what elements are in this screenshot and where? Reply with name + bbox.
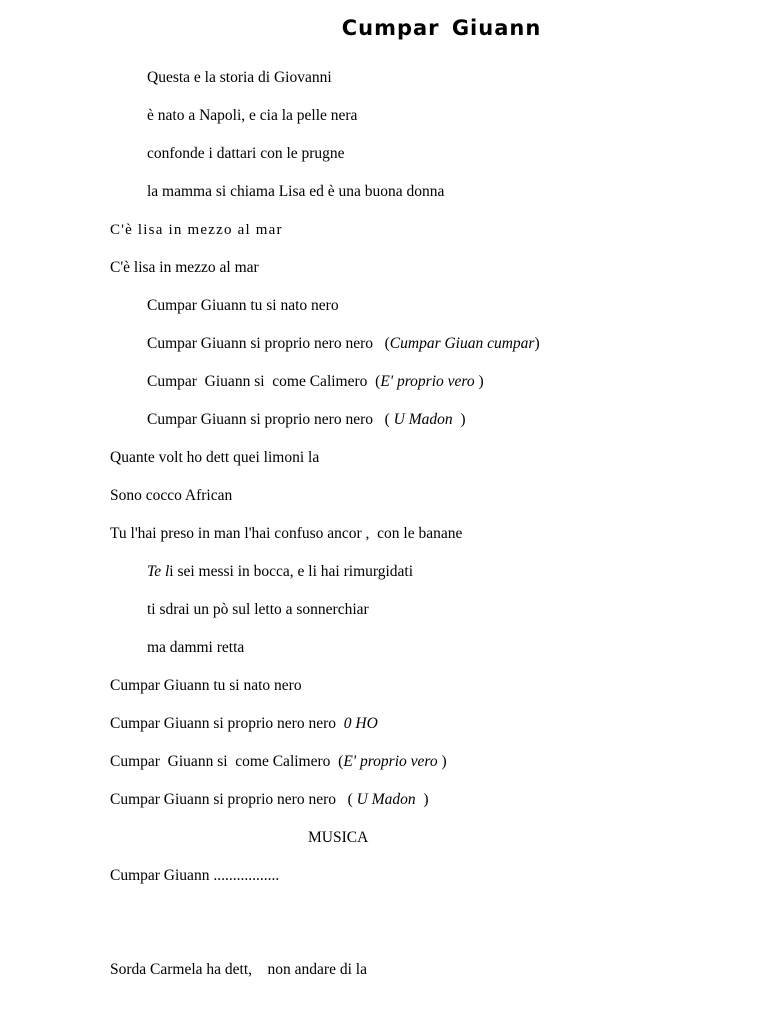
lyric-aside: U Madon [356,791,416,808]
lyric-text: ) [437,753,447,770]
lyric-line: Sorda Carmela ha dett, non andare di la [110,961,367,978]
lyric-line: è nato a Napoli, e cia la pelle nera [147,107,358,124]
lyric-line [110,752,447,772]
lyric-line: Quante volt ho dett quei limoni la [110,449,320,466]
lyric-line: ti sdrai un pò sul letto a sonnerchiar [147,601,369,618]
lyric-line [110,790,429,810]
section-label: MUSICA [308,829,369,846]
lyric-aside: E' proprio vero [380,373,475,390]
lyric-line: Cumpar Giuann tu si nato nero [110,677,302,694]
lyric-line: C'è lisa in mezzo al mar [110,259,259,276]
lyric-text: Cumpar Giuann si come Calimero ( [147,373,381,390]
lyric-text: i sei messi in bocca, e li hai rimurgidati [169,563,414,580]
lyric-text: ) [415,791,429,808]
lyric-line [147,372,484,392]
lyric-line [147,562,413,582]
lyric-line: Cumpar Giuann ................. [110,867,280,884]
lyric-aside: Cumpar Giuan cumpar [389,335,535,352]
lyric-line: C'è lisa in mezzo al mar [110,222,283,238]
lyric-line: la mamma si chiama Lisa ed è una buona donna [147,183,445,200]
lyric-text: Cumpar Giuann si proprio nero nero ( [147,411,394,428]
lyric-line [147,334,540,354]
lyric-line: Sono cocco African [110,487,233,504]
lyric-text: ) [452,411,466,428]
lyric-text: Cumpar Giuann si proprio nero nero [110,715,344,732]
lyric-line: confonde i dattari con le prugne [147,145,345,162]
lyric-aside: E' proprio vero [343,753,438,770]
lyric-line: Tu l'hai preso in man l'hai confuso ancor , con le banane [110,525,463,542]
lyric-aside: U Madon [393,411,453,428]
page-title: Cumpar Giuann [341,16,542,40]
lyric-text: Cumpar Giuann si proprio nero nero ( [147,335,390,352]
lyric-line: Questa e la storia di Giovanni [147,69,332,86]
lyric-text: Cumpar Giuann si proprio nero nero ( [110,791,357,808]
lyric-aside: 0 HO [343,715,378,732]
lyric-text: ) [474,373,484,390]
lyric-line: ma dammi retta [147,639,245,656]
lyric-text: Cumpar Giuann si come Calimero ( [110,753,344,770]
lyric-line [147,410,466,430]
lyric-line: Cumpar Giuann tu si nato nero [147,297,339,314]
lyric-text: ) [534,335,540,352]
lyric-aside: Te l [147,563,170,580]
lyric-line [110,714,378,734]
